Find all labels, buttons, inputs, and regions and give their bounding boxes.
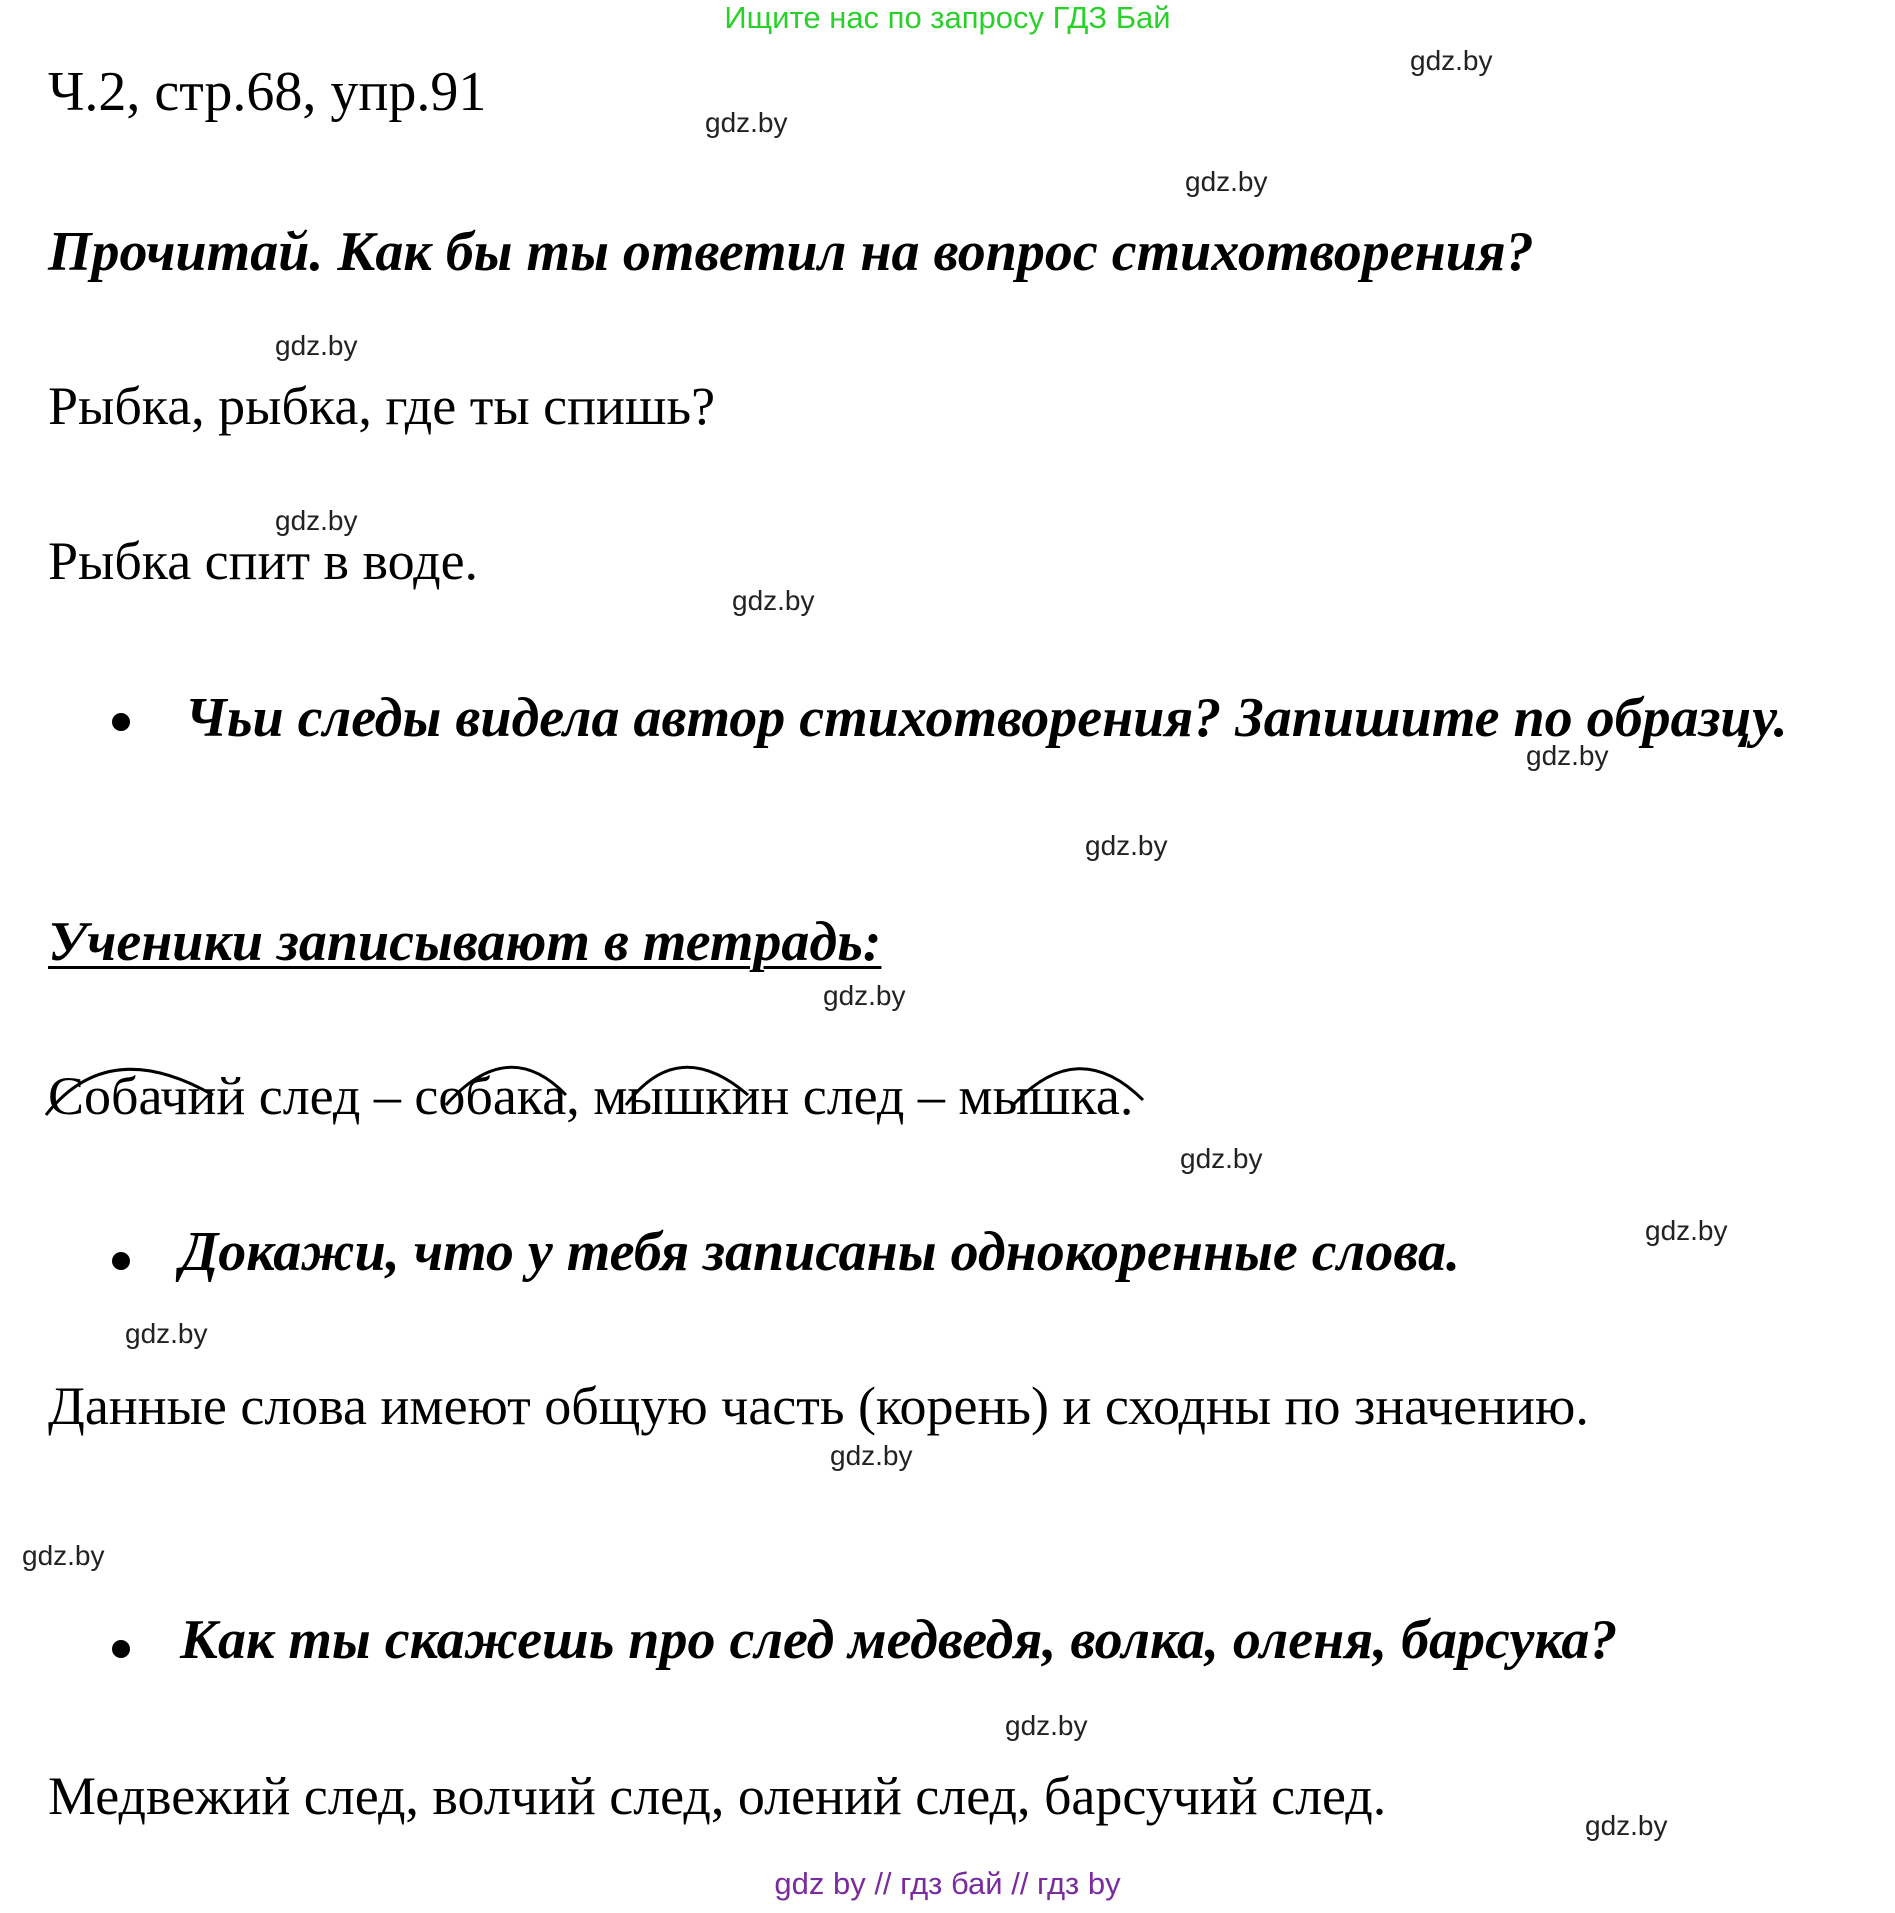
task-instruction: Прочитай. Как бы ты ответил на вопрос стихотворения? — [48, 221, 1534, 283]
watermark: gdz.by — [1005, 1710, 1088, 1741]
watermark: gdz.by — [705, 107, 788, 138]
bullet-3 — [112, 1640, 130, 1658]
answer-1: Рыбка спит в воде. — [48, 531, 479, 591]
bullet-question-2: Докажи, что у тебя записаны однокоренные слова. — [180, 1221, 1460, 1283]
watermark: gdz.by — [1185, 166, 1268, 197]
watermark: gdz.by — [1085, 830, 1168, 861]
watermark: gdz.by — [1645, 1215, 1728, 1246]
footer-links[interactable]: gdz by // гдз бай // гдз by — [774, 1866, 1121, 1901]
bullet-1 — [112, 713, 130, 731]
watermark: gdz.by — [1585, 1810, 1668, 1841]
answer-3: Медвежий след, волчий след, олений след, барсучий след. — [48, 1766, 1387, 1826]
watermark: gdz.by — [1526, 740, 1609, 771]
watermark: gdz.by — [732, 585, 815, 616]
watermark: gdz.by — [1180, 1143, 1263, 1174]
watermark: gdz.by — [22, 1540, 105, 1571]
bullet-question-1: Чьи следы видела автор стихотворения? Запишите по образцу. — [185, 687, 1788, 749]
watermark: gdz.by — [125, 1318, 208, 1349]
watermark: gdz.by — [830, 1440, 913, 1471]
watermark: gdz.by — [275, 505, 358, 536]
watermark: gdz.by — [275, 330, 358, 361]
watermark: gdz.by — [1410, 45, 1493, 76]
bullet-2 — [112, 1252, 130, 1270]
watermark: gdz.by — [823, 980, 906, 1011]
poem-line: Рыбка, рыбка, где ты спишь? — [48, 376, 716, 436]
bullet-question-3: Как ты скажешь про след медведя, волка, оленя, барсука? — [180, 1609, 1618, 1671]
page-header: Ч.2, стр.68, упр.91 — [48, 61, 487, 123]
top-banner[interactable]: Ищите нас по запросу ГДЗ Бай — [724, 0, 1171, 35]
notebook-line: Собачий след – собака, мышкин след – мышка. — [48, 1066, 1134, 1126]
answer-2: Данные слова имеют общую часть (корень) и сходны по значению. — [48, 1376, 1589, 1436]
notebook-heading: Ученики записывают в тетрадь: — [48, 911, 882, 973]
